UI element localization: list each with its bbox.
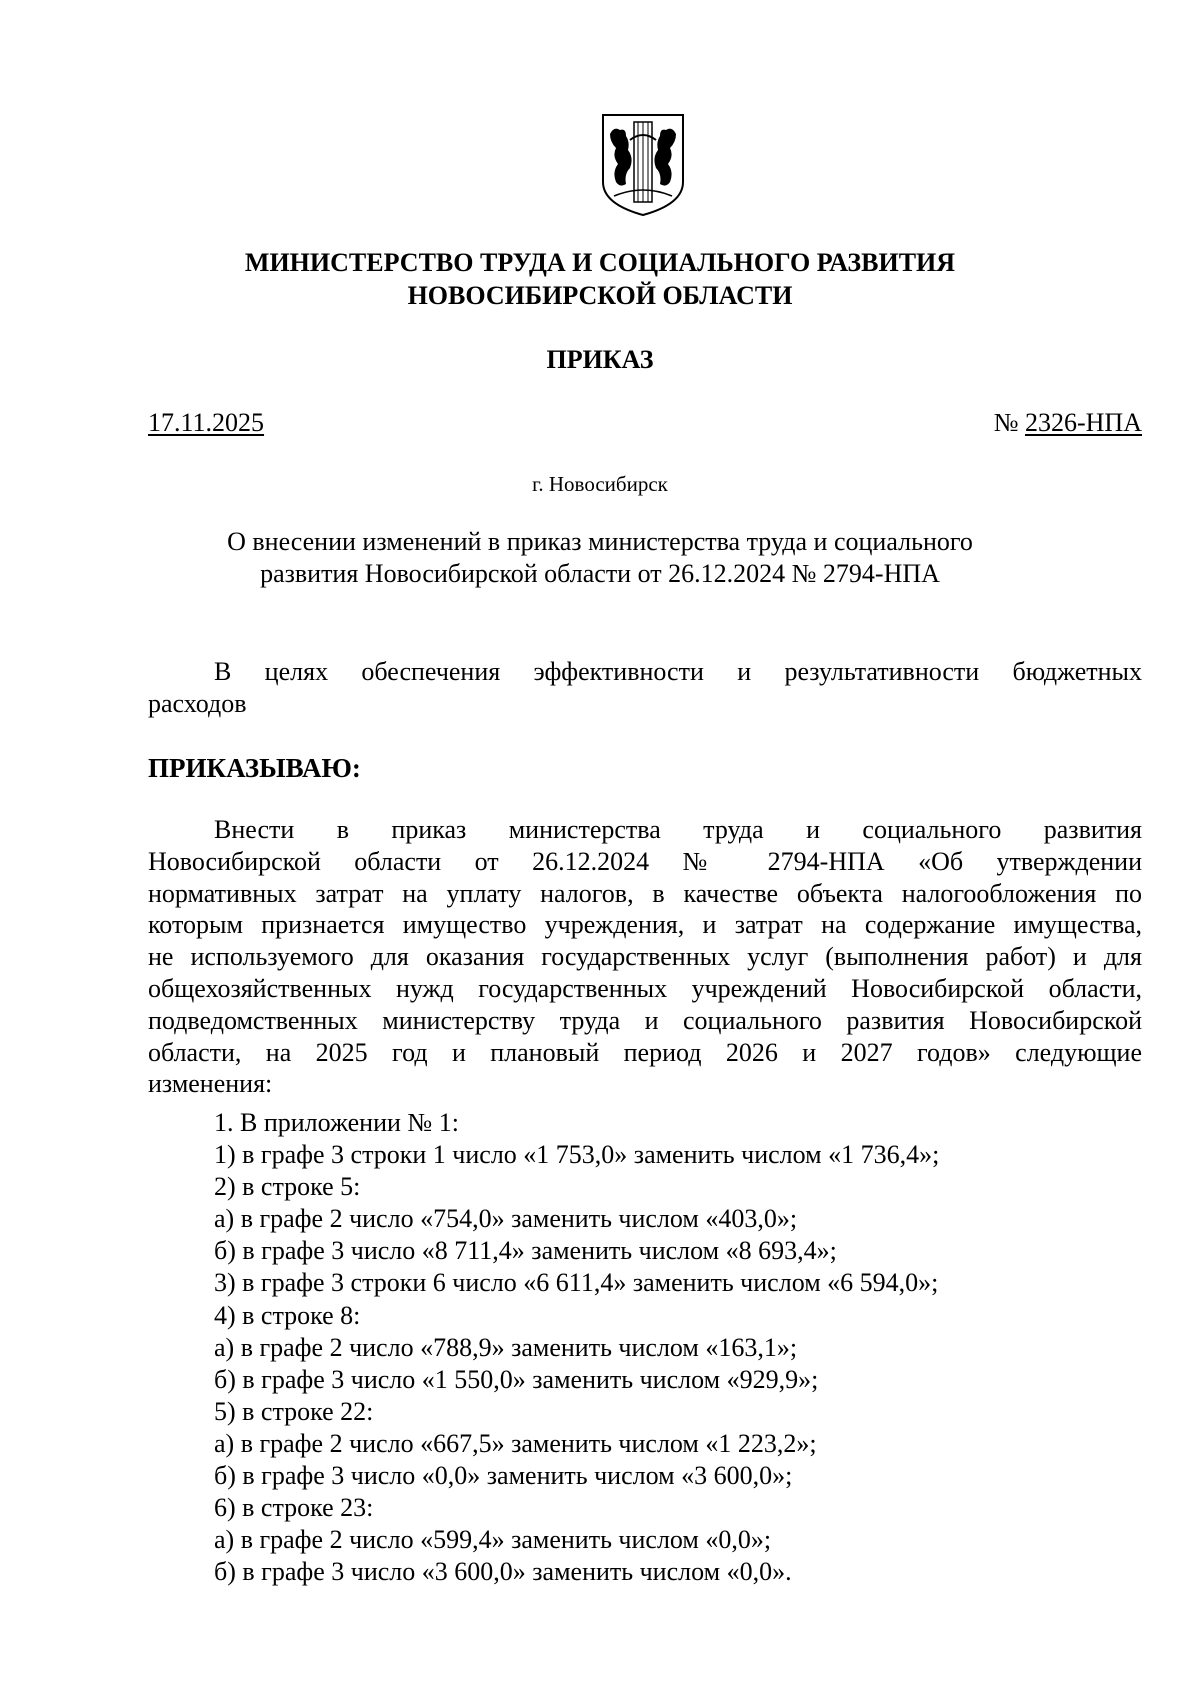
main-text-line: Внести в приказ министерства труда и социального развития <box>214 815 1142 844</box>
main-text-line: изменения: <box>148 1069 273 1099</box>
number-value: 2326-НПА <box>1025 408 1142 437</box>
order-word: ПРИКАЗЫВАЮ: <box>148 753 361 783</box>
list-item: 5) в строке 22: <box>214 1396 374 1426</box>
list-item: б) в графе 3 число «0,0» заменить числом «3 600,0»; <box>214 1461 793 1491</box>
list-item: а) в графе 2 число «788,9» заменить числом «163,1»; <box>214 1332 798 1362</box>
order-number <box>994 407 1142 439</box>
preamble <box>148 656 1142 720</box>
list-item: б) в графе 3 число «1 550,0» заменить числом «929,9»; <box>214 1364 819 1394</box>
main-text-line: подведомственных министерству труда и социального развития Новосибирской <box>148 1005 1142 1035</box>
main-text <box>148 814 1142 1100</box>
main-text-line: общехозяйственных нужд государственных учреждений Новосибирской области, <box>148 973 1142 1003</box>
list-item: 3) в графе 3 строки 6 число «6 611,4» заменить числом «6 594,0»; <box>214 1268 939 1298</box>
list-item: а) в графе 2 число «599,4» заменить числом «0,0»; <box>214 1525 772 1555</box>
coat-of-arms-icon <box>600 112 686 218</box>
preamble-line: В целях обеспечения эффективности и результативности бюджетных <box>214 657 1142 686</box>
main-text-line: которым признается имущество учреждения, и затрат на содержание имущества, <box>148 910 1142 940</box>
document-type: ПРИКАЗ <box>546 345 654 374</box>
main-text-line: нормативных затрат на уплату налогов, в качестве объекта налогообложения по <box>148 878 1142 908</box>
main-text-line: области, на 2025 год и плановый период 2026 и 2027 годов» следующие <box>148 1037 1142 1067</box>
list-item: 1. В приложении № 1: <box>214 1108 459 1137</box>
list-item: а) в графе 2 число «754,0» заменить числом «403,0»; <box>214 1204 798 1234</box>
list-item: 2) в строке 5: <box>214 1172 361 1202</box>
list-item: 1) в графе 3 строки 1 число «1 753,0» заменить числом «1 736,4»; <box>214 1140 940 1170</box>
ministry-name-line1: МИНИСТЕРСТВО ТРУДА И СОЦИАЛЬНОГО РАЗВИТИЯ <box>244 248 956 277</box>
main-text-line: Новосибирской области от 26.12.2024 № 2794-НПА «Об утверждении <box>148 846 1142 876</box>
amendment-list <box>214 1107 939 1588</box>
preamble-line: расходов <box>148 688 247 718</box>
subject-line: развития Новосибирской области от 26.12.2024 № 2794-НПА <box>260 559 940 588</box>
number-sign: № <box>993 408 1019 437</box>
city: г. Новосибирск <box>532 472 668 496</box>
subject-line: О внесении изменений в приказ министерства труда и социального <box>227 527 973 556</box>
list-item: 4) в строке 8: <box>214 1300 361 1330</box>
list-item: 6) в строке 23: <box>214 1493 374 1523</box>
list-item: б) в графе 3 число «3 600,0» заменить числом «0,0». <box>214 1557 792 1587</box>
order-date: 17.11.2025 <box>148 408 265 437</box>
order-subject <box>170 526 1030 590</box>
list-item: а) в графе 2 число «667,5» заменить числом «1 223,2»; <box>214 1428 817 1458</box>
list-item: б) в графе 3 число «8 711,4» заменить числом «8 693,4»; <box>214 1236 837 1266</box>
ministry-name-line2: НОВОСИБИРСКОЙ ОБЛАСТИ <box>407 281 793 310</box>
main-text-line: не используемого для оказания государственных услуг (выполнения работ) и для <box>148 942 1142 972</box>
